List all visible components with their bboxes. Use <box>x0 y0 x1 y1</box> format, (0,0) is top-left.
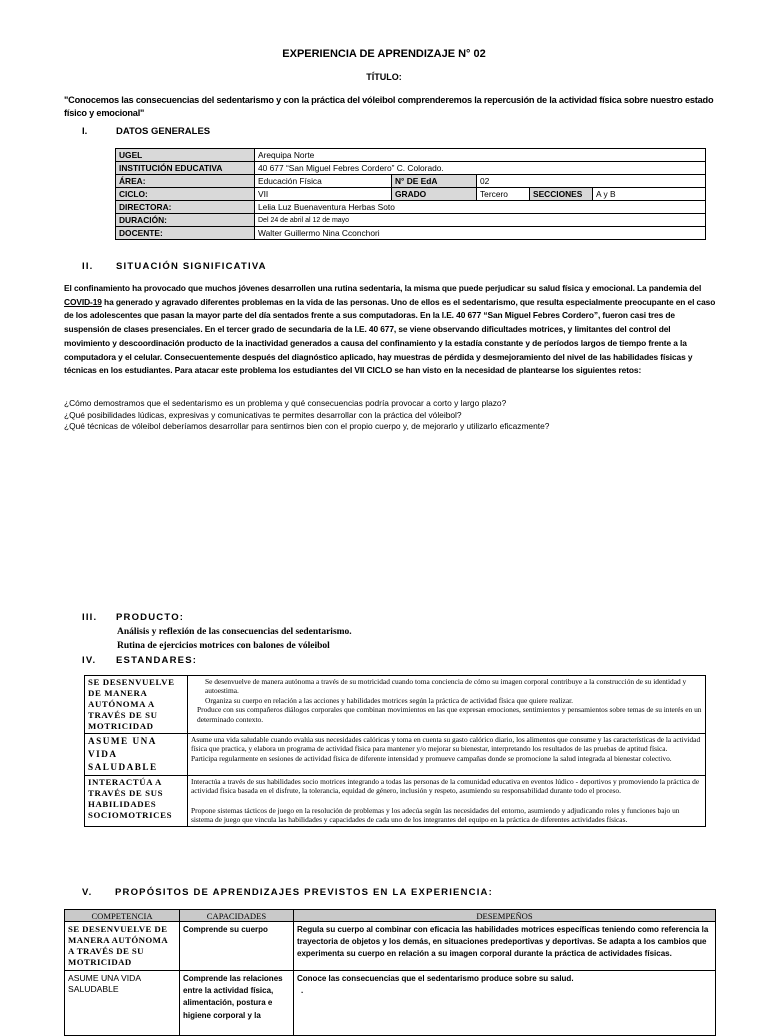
ie-value: 40 677 “San Miguel Febres Cordero” C. Colorado. <box>255 162 706 175</box>
situacion-text-1: El confinamiento ha provocado que muchos jóvenes desarrollen una rutina sedentaria, la misma que puede perjudicar su salud física y emocional. La pandemia del <box>64 283 702 293</box>
desempenos-cell <box>294 971 716 1036</box>
estandar-line: Participa regularmente en sesiones de actividad física de diferente intensidad y promueve campañas donde se promocione la salud integrada al bienestar colectivo. <box>191 753 672 763</box>
table-row <box>65 971 716 1036</box>
propositos-table <box>64 909 716 1036</box>
question-2: ¿Qué posibilidades lúdicas, expresivas y comunicativas te permites desarrollar con la práctica del vóleibol? <box>64 409 462 420</box>
table-row <box>116 201 706 214</box>
estandares-table <box>84 675 706 827</box>
section-title: PROPÓSITOS DE APRENDIZAJES PREVISTOS EN LA EXPERIENCIA: <box>115 887 493 898</box>
ugel-value: Arequipa Norte <box>255 149 706 162</box>
duracion-label: DURACIÓN: <box>116 214 255 227</box>
section-title: PRODUCTO: <box>116 612 185 623</box>
section-number: II. <box>82 261 94 272</box>
estandar-line: Se desenvuelve de manera autónoma a través de su motricidad cuando toma conciencia de cómo su imagen corporal contribuye a la construcción de su identidad y autoestima. <box>205 677 687 696</box>
estandar-label: ASUME UNA VIDA SALUDABLE <box>85 734 188 776</box>
docente-value: Walter Guillermo Nina Cconchori <box>255 227 706 240</box>
producto-line-2: Rutina de ejercicios motrices con balones de vóleibol <box>117 641 330 651</box>
grado-value: Tercero <box>477 188 530 201</box>
section-heading-datos-generales <box>82 126 210 137</box>
section-number: I. <box>82 126 88 137</box>
table-row <box>85 734 706 776</box>
table-row <box>116 214 706 227</box>
competencia-cell: SE DESENVUELVE DE MANERA AUTÓNOMA A TRAVÉS DE SU MOTRICIDAD <box>65 922 180 971</box>
section-heading-producto <box>82 612 184 623</box>
desempenos-cell: Regula su cuerpo al combinar con eficacia las habilidades motrices específicas teniendo como referencia la trayectoria de objetos y los demás, en situaciones predeportivas y deportivas. Se adapta a los cambios que experimenta su cuerpo en relación a su imagen corporal durante la práctica de actividades físicas. <box>294 922 716 971</box>
header-capacidades: CAPACIDADES <box>180 910 294 922</box>
ciclo-label: CICLO: <box>116 188 255 201</box>
covid-link-text: COVID-19 <box>64 296 102 307</box>
duracion-value: Del 24 de abril al 12 de mayo <box>255 214 706 227</box>
secciones-value: A y B <box>593 188 706 201</box>
section-number: V. <box>82 887 93 898</box>
table-row <box>85 676 706 734</box>
estandar-line: Asume una vida saludable cuando evalúa sus necesidades calóricas y toma en cuenta su gasto calórico diario, los alimentos que consume y las características de la actividad física que practica, y elabora un programa de actividad física para mantener y/o mejorar su bienestar, interpretando los resultados de las pruebas de aptitud física. <box>191 735 701 754</box>
neda-value: 02 <box>477 175 706 188</box>
competencia-cell: ASUME UNA VIDA SALUDABLE <box>65 971 180 1036</box>
table-row <box>116 149 706 162</box>
table-header-row <box>65 910 716 922</box>
table-row <box>116 175 706 188</box>
estandar-line: Interactúa a través de sus habilidades socio motrices integrando a todas las personas de la comunidad educativa en eventos lúdico - deportivos y promoviendo la práctica de actividad física basada en el disfrute, la tolerancia, equidad de género, inclusión y respeto, asumiendo su responsabilidad durante todo el proceso. <box>191 777 700 796</box>
desempeno-line-extra: . <box>301 986 304 996</box>
directora-label: DIRECTORA: <box>116 201 255 214</box>
section-heading-estandares <box>82 655 197 666</box>
producto-line-1: Análisis y reflexión de las consecuencias del sedentarismo. <box>117 627 352 637</box>
table-row <box>116 227 706 240</box>
datos-generales-table <box>115 148 706 240</box>
titulo-label: TÍTULO: <box>366 72 402 82</box>
desempeno-line: Conoce las consecuencias que el sedentarismo produce sobre su salud. <box>297 974 574 983</box>
retos-questions <box>64 398 724 433</box>
directora-value: Lelia Luz Buenaventura Herbas Soto <box>255 201 706 214</box>
table-row <box>116 188 706 201</box>
producto-lines <box>117 625 352 653</box>
question-3: ¿Qué técnicas de vóleibol deberíamos desarrollar para sentirnos bien con el propio cuerpo y, de mejorarlo y utilizarlo eficazmente? <box>64 421 550 431</box>
area-value: Educación Física <box>255 175 392 188</box>
estandar-label: INTERACTÚA A TRAVÉS DE SUS HABILIDADES SOCIOMOTRICES <box>85 776 188 827</box>
question-1: ¿Cómo demostramos que el sedentarismo es un problema y qué consecuencias podría provocar a corto y largo plazo? <box>64 398 507 408</box>
situacion-paragraph <box>64 282 716 378</box>
docente-label: DOCENTE: <box>116 227 255 240</box>
area-label: ÁREA: <box>116 175 255 188</box>
estandar-line: Propone sistemas tácticos de juego en la resolución de problemas y los adecúa según las necesidades del entorno, asumiendo y adjudicando roles y funciones bajo un sistema de juego que vincula las habilidades y capacidades de cada uno de los integrantes del equipo en la práctica de diferentes actividades físicas. <box>191 805 680 825</box>
estandar-label: SE DESENVUELVE DE MANERA AUTÓNOMA A TRAVÉS DE SU MOTRICIDAD <box>85 676 188 734</box>
estandar-text <box>188 676 706 734</box>
situacion-text-2: ha generado y agravado diferentes problemas en la vida de las personas. Uno de ellos es el sedentarismo, que resulta especialmente preocupante en el caso de los adolescentes que pasan la mayor parte del día sentados frente a sus computadoras. En la I.E. 40 677 “San Miguel Febres Cordero”, fueron casi tres de suspensión de clases presenciales. En el tercer grado de secundaria de la I.E. 40 677, se viene observando dificultades motrices, y limitantes del control del movimiento y descoordinación producto de la inactividad generados a causa del confinamiento y la estadía constante y de períodos largos de tiempo frente a la computadora y el celular. Consecuentemente después del diagnóstico aplicado, hay muestras de pérdida y desmejoramiento del nivel de las habilidades físicas y técnicas en los estudiantes. Para atacar este problema los estudiantes del VII CICLO se han visto en la necesidad de plantearse los siguientes retos: <box>64 296 716 376</box>
estandar-text <box>188 776 706 827</box>
header-competencia: COMPETENCIA <box>65 910 180 922</box>
ie-label: INSTITUCIÓN EDUCATIVA <box>116 162 255 175</box>
table-row <box>85 776 706 827</box>
titulo-text: "Conocemos las consecuencias del sedentarismo y con la práctica del vóleibol comprenderemos la repercusión de la actividad física sobre nuestro estado físico y emocional" <box>64 95 714 118</box>
secciones-label: SECCIONES <box>530 188 593 201</box>
neda-label: N° DE EdA <box>392 175 477 188</box>
grado-label: GRADO <box>392 188 477 201</box>
ugel-label: UGEL <box>116 149 255 162</box>
section-title: SITUACIÓN SIGNIFICATIVA <box>116 261 267 272</box>
table-row <box>65 922 716 971</box>
table-row <box>116 162 706 175</box>
section-heading-situacion <box>82 261 267 272</box>
estandar-line: Produce con sus compañeros diálogos corporales que combinan movimientos en las que expresan emociones, sentimientos y pensamientos sobre temas de su interés en un determinado contexto. <box>197 705 702 724</box>
capacidades-cell: Comprende su cuerpo <box>180 922 294 971</box>
section-number: IV. <box>82 655 97 666</box>
ciclo-value: VII <box>255 188 392 201</box>
section-title: DATOS GENERALES <box>116 126 211 137</box>
section-title: ESTANDARES: <box>116 655 198 666</box>
capacidades-cell: Comprende las relaciones entre la actividad física, alimentación, postura e higiene corporal y la <box>180 971 294 1036</box>
header-desempenos: DESEMPEÑOS <box>294 910 716 922</box>
document-title: EXPERIENCIA DE APRENDIZAJE N° 02 <box>282 48 486 60</box>
estandar-text <box>188 734 706 776</box>
estandar-line: Organiza su cuerpo en relación a las acciones y habilidades motrices según la práctica de actividad física que quiere realizar. <box>205 695 573 705</box>
section-heading-propositos <box>82 887 493 898</box>
section-number: III. <box>82 612 98 623</box>
